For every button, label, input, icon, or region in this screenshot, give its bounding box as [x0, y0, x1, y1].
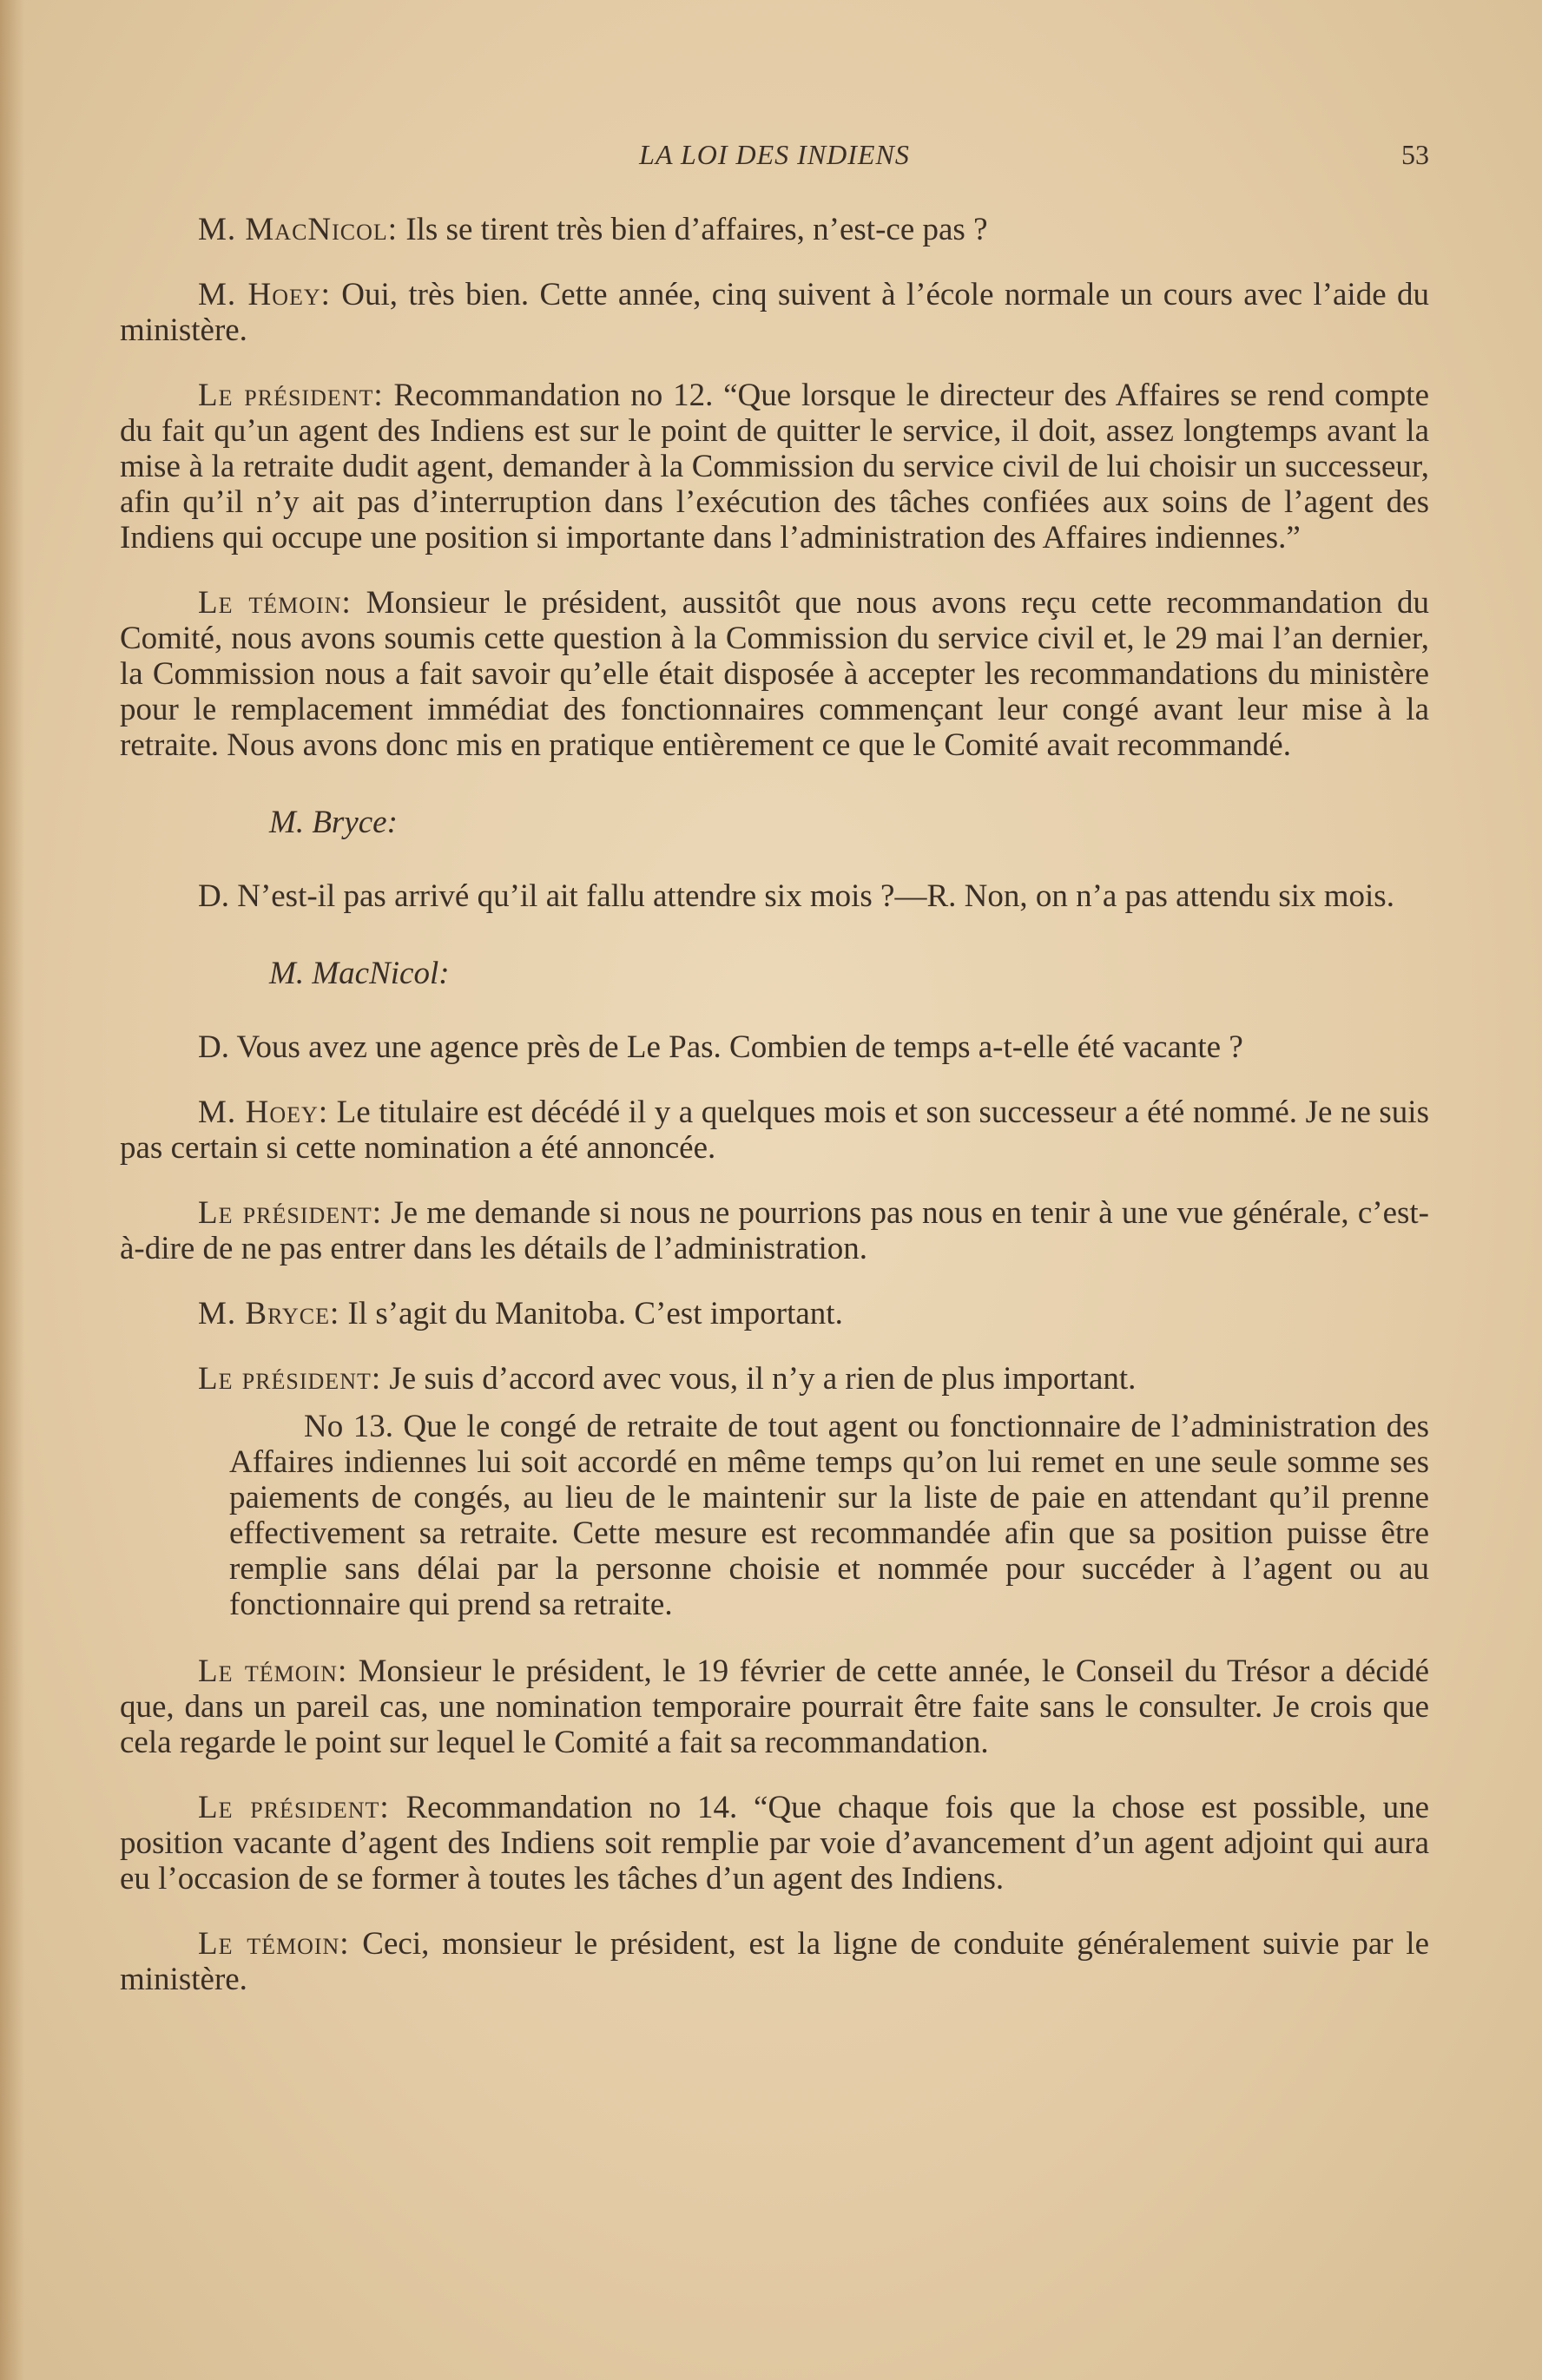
questioner-heading-bryce: M. Bryce:: [269, 805, 398, 840]
speaker-label: M. MacNicol:: [198, 212, 399, 247]
speech-text: Monsieur le président, le 19 février de cette année, le Conseil du Trésor a décidé que, dans un pareil cas, une nomination temporaire pourrait être faite sans le consulter. Je crois que cela regarde le point sur lequel le Comité a fait sa recommandation.: [120, 1654, 1430, 1760]
speech-text: Monsieur le président, aussitôt que nous avons reçu cette recommandation du Comité, nous avons soumis cette question à la Commission du service civil et, le 29 mai l’an dernier, la Commission nous a fait savoir qu’elle était disposée à accepter les recommandations du ministère pour le remplacement immédiat des fonctionnaires commençant leur congé avant leur mise à la retraite. Nous avons donc mis en pratique entièrement ce que le Comité avait recommandé.: [120, 585, 1429, 763]
speech-text: Recommandation no 12. “Que lorsque le directeur des Affaires se rend compte du fait qu’un agent des Indiens est sur le point de quitter le service, il doit, assez longtemps avant la mise à la retraite dudit agent, demander à la Commission du service civil de lui choisir un successeur, afin qu’il n’y ait pas d’interruption dans l’exécution des tâches confiées aux soins de l’agent des Indiens qui occupe une position si importante dans l’administration des Affaires indiennes.”: [120, 378, 1429, 556]
speech-text: Le titulaire est décédé il y a quelques mois et son successeur a été nommé. Je ne suis pas certain si cette nomination a été annoncée.: [120, 1095, 1429, 1166]
speaker-label: Le président:: [198, 1195, 383, 1231]
paragraph-question-2: [120, 1029, 1429, 1065]
speaker-label: Le président:: [198, 1790, 390, 1825]
running-header: [120, 139, 1429, 177]
speech-text: D. Vous avez une agence près de Le Pas. Combien de temps a-t-elle été vacante ?: [198, 1029, 1243, 1065]
speech-text: Il s’agit du Manitoba. C’est important.: [339, 1296, 843, 1331]
speaker-label: Le témoin:: [198, 1926, 350, 1962]
speaker-label: M. Hoey:: [198, 277, 331, 312]
speech-text: Je suis d’accord avec vous, il n’y a rien de plus important.: [381, 1361, 1137, 1397]
recommendation-quote: No 13. Que le congé de retraite de tout agent ou fonctionnaire de l’administration des Affaires indiennes lui soit accordé en même temps qu’on lui remet en une seule somme ses paiements de congés, au lieu de le maintenir sur la liste de paie en attendant qu’il prenne effectivement sa retraite. Cette mesure est recommandée afin que sa position puisse être remplie sans délai par la personne choisie et nommée pour succéder à l’agent ou au fonctionnaire qui prend sa retraite.: [229, 1409, 1429, 1622]
questioner-heading-macnicol: M. MacNicol:: [269, 956, 450, 991]
speech-text: Recommandation no 14. “Que chaque fois que la chose est possible, une position vacante d’agent des Indiens soit remplie par voie d’avancement d’un agent adjoint qui aura eu l’occasion de se former à toutes les tâches d’un agent des Indiens.: [120, 1790, 1429, 1897]
paragraph-5: [120, 1095, 1429, 1166]
speech-text: Je me demande si nous ne pourrions pas nous en tenir à une vue générale, c’est-à-dire de ne pas entrer dans les détails de l’administration.: [120, 1195, 1429, 1266]
paragraph-10: [120, 1790, 1429, 1897]
running-title: LA LOI DES INDIENS: [639, 139, 910, 170]
speech-text: Oui, très bien. Cette année, cinq suivent à l’école normale un cours avec l’aide du ministère.: [120, 277, 1429, 348]
speaker-label: M. Bryce:: [198, 1296, 340, 1331]
speaker-label: Le témoin:: [198, 585, 352, 621]
paragraph-11: [120, 1926, 1429, 1997]
page-number: 53: [1401, 139, 1429, 170]
speech-text: Ils se tirent très bien d’affaires, n’est-ce pas ?: [398, 212, 988, 247]
speaker-label: Le président:: [198, 378, 384, 413]
paragraph-3: [120, 378, 1429, 556]
speaker-label: M. Hoey:: [198, 1095, 329, 1130]
paragraph-9: [120, 1654, 1429, 1760]
speech-text: Ceci, monsieur le président, est la ligne de conduite généralement suivie par le ministère.: [120, 1926, 1429, 1997]
paragraph-2: [120, 277, 1429, 348]
paragraph-7: [120, 1296, 1429, 1331]
paragraph-4: [120, 585, 1429, 763]
paragraph-question-1: [120, 878, 1429, 914]
speaker-label: Le témoin:: [198, 1654, 348, 1689]
paragraph-6: [120, 1195, 1429, 1266]
paragraph-1: [120, 212, 1429, 247]
speech-text: D. N’est-il pas arrivé qu’il ait fallu attendre six mois ?—R. Non, on n’a pas attendu six mois.: [198, 878, 1394, 914]
paragraph-8: [120, 1361, 1429, 1397]
speaker-label: Le président:: [198, 1361, 382, 1397]
